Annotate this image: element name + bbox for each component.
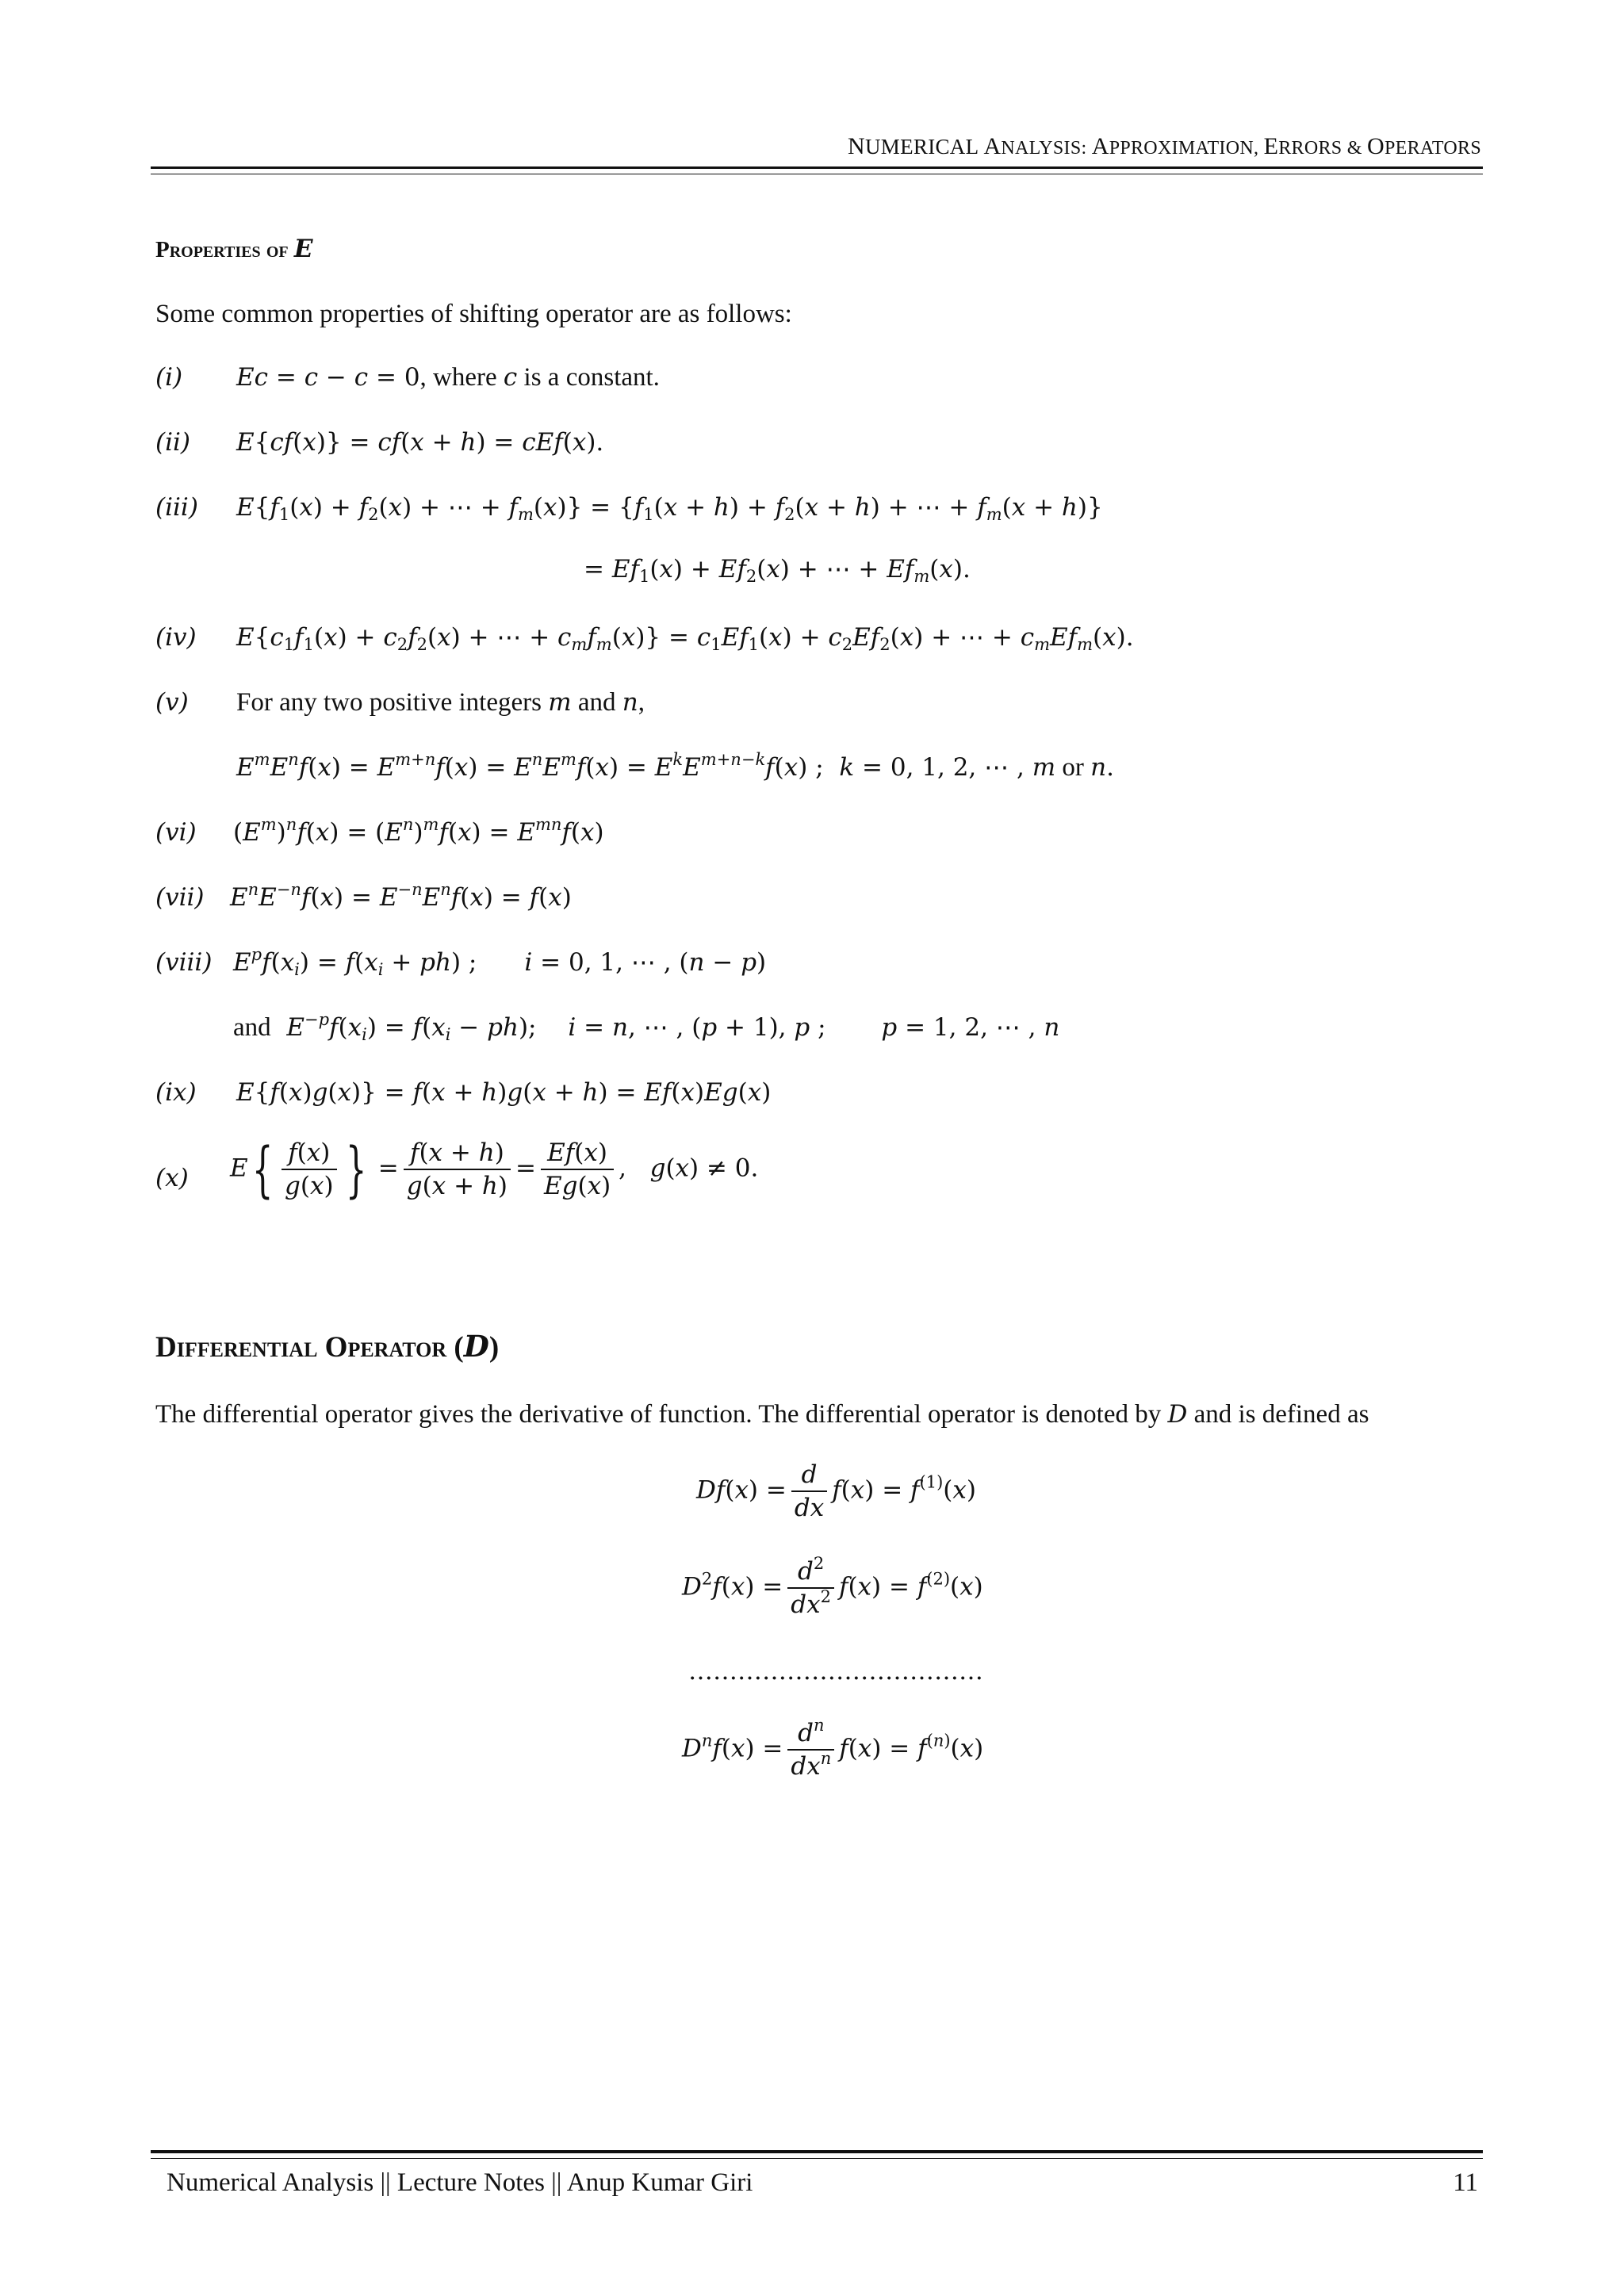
- property-iv: $E\{c_1f_1(x) + c_2f_2(x)$ + ⋯ + $c_mf_m(x)\} = c_1Ef_1(x) + c_2Ef_2(x)$ + ⋯ + $c_mEf_m(x)$.: [236, 623, 1134, 654]
- equation-first-derivative: Df(x) = $\frac{d}{dx}$ $f(x) = f^{(1)}(x)$: [696, 1460, 976, 1522]
- item-label: (iv): [155, 623, 197, 652]
- footer-rule-thin: [151, 2158, 1483, 2159]
- differential-intro: The differential operator gives the derivative of function. The differential operator is denoted by D and is defined as: [155, 1400, 1369, 1429]
- property-vi: $(E^m)^nf(x) = (E^n)^mf(x) = E^{mn}f(x)$: [233, 815, 604, 847]
- property-ix: E{f(x)g(x)} = f(x + h)g(x + h) = Ef(x)Eg(x): [236, 1078, 772, 1107]
- property-iii-line1: $E\{f_1(x) + f_2(x)$ + ⋯ + $f_m(x)\} = \{f_1(x + h) + f_2(x + h)$ + ⋯ + $f_m(x + h)$}: [236, 493, 1103, 524]
- differential-heading: Differential Operator (D): [155, 1329, 500, 1364]
- item-label: (iii): [155, 493, 198, 522]
- property-v-line1: For any two positive integers m and n,: [236, 688, 645, 717]
- properties-heading: Properties of E: [155, 235, 313, 263]
- header-rule-thick: [151, 166, 1483, 169]
- property-v-line2: $E^mE^nf(x) = E^{m+n}f(x) = E^nE^mf(x) = E^kE^{m+n-k}f(x)$ ; k = 0, 1, 2, ⋯ , m or n.: [236, 750, 1114, 782]
- continuation-dots: ………………………………: [688, 1657, 983, 1686]
- item-label: (vi): [155, 818, 197, 847]
- page-number: 11: [1453, 2168, 1478, 2197]
- property-viii-line2: and $E^{-p}f(x_i) = f(x_i - ph)$; i = n, ⋯ , (p + 1), p ; p = 1, 2, ⋯ , n: [233, 1010, 1060, 1044]
- properties-intro: Some common properties of shifting operator are as follows:: [155, 300, 792, 328]
- property-vii: $E^nE^{-n}f(x) = E^{-n}E^nf(x) = f(x)$: [230, 880, 572, 912]
- property-ii: E{cf(x)} = cf(x + h) = cEf(x).: [236, 428, 604, 457]
- property-i: Ec = c − c = 0, where c is a constant.: [236, 363, 660, 392]
- equation-nth-derivative: $D^nf(x)$ = $\frac{d^n}{dx^n}$ $f(x) = f^{(n)}(x)$: [682, 1716, 984, 1781]
- footer-text: Numerical Analysis || Lecture Notes || Anup Kumar Giri: [167, 2168, 753, 2197]
- property-x: E{ $\frac{f(x)}{g(x)}$ } = $\frac{f(x + h)}{g(x + h)}$ = $\frac{Ef(x)}{Eg(x)}$ , g(x) ≠ 0.: [230, 1134, 759, 1204]
- item-label: (ix): [155, 1078, 197, 1107]
- item-label: (vii): [155, 883, 205, 912]
- equation-second-derivative: $D^2f(x)$ = $\frac{d^2}{dx^2}$ $f(x) = f^{(2)}(x)$: [682, 1554, 983, 1619]
- property-iii-line2: = $Ef_1(x) + Ef_2(x)$ + ⋯ + $Ef_m(x)$.: [584, 555, 971, 586]
- footer-rule-thick: [151, 2150, 1483, 2153]
- item-label: (ii): [155, 428, 191, 457]
- item-label: (v): [155, 688, 189, 717]
- running-header: NUMERICAL ANALYSIS: APPROXIMATION, ERRORS & OPERATORS: [848, 133, 1481, 159]
- item-label: (i): [155, 363, 183, 392]
- item-label: (viii): [155, 948, 213, 977]
- item-label: (x): [155, 1164, 189, 1192]
- property-viii-line1: $E^pf(x_i) = f(x_i + ph)$ ; i = 0, 1, ⋯ , (n − p): [233, 945, 767, 979]
